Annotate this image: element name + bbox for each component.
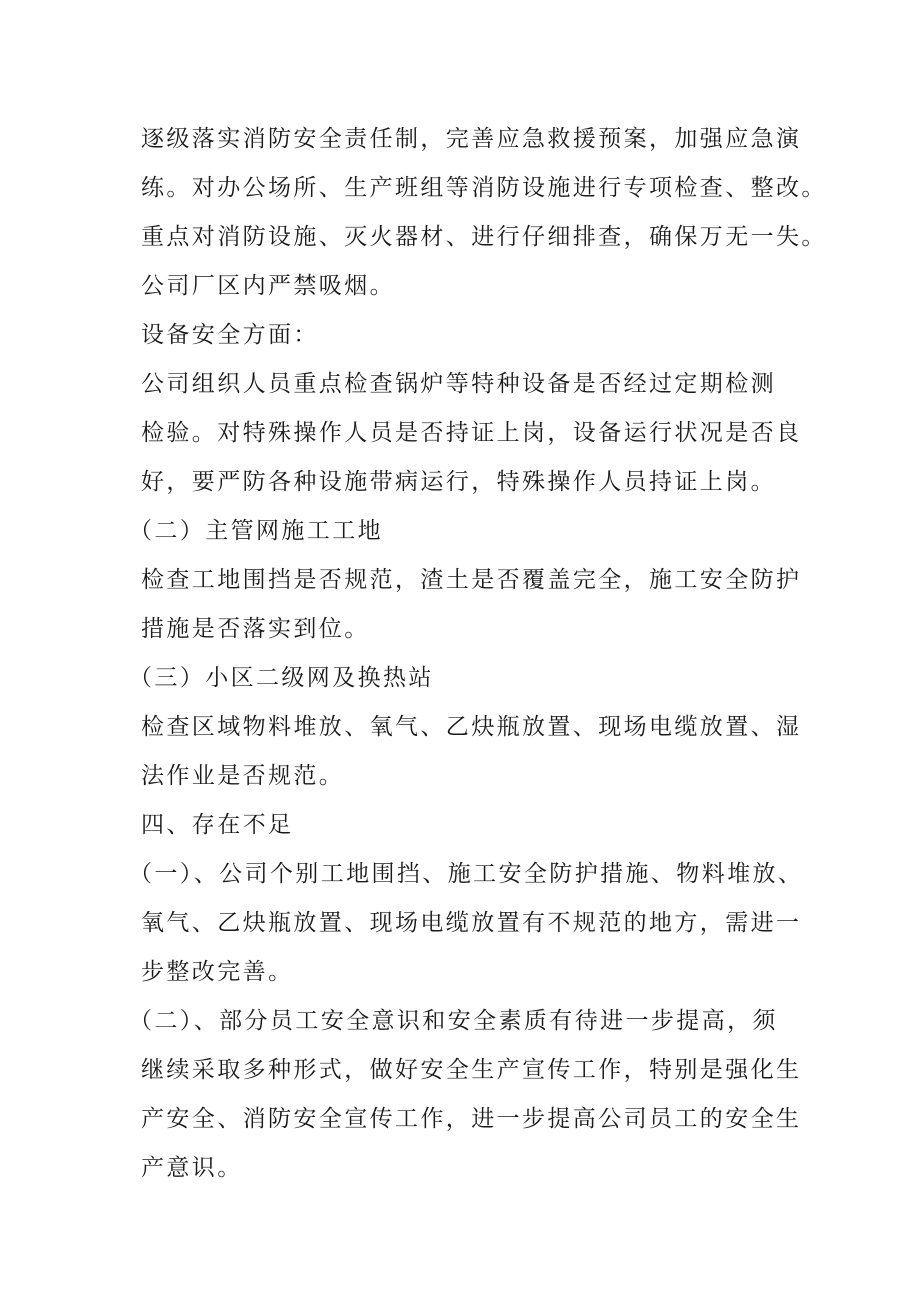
subheading-main-pipeline-site: （二）主管网施工工地	[129, 518, 383, 544]
text-line: 公司厂区内严禁吸烟。	[141, 273, 395, 299]
text-line: 逐级落实消防安全责任制，完善应急救援预案，加强应急演	[141, 126, 802, 152]
text-line: 氧气、乙炔瓶放置、现场电缆放置有不规范的地方，需进一	[141, 910, 802, 936]
text-line: 重点对消防设施、灭火器材、进行仔细排查，确保万无一失。	[141, 224, 827, 250]
text-line: （二）、部分员工安全意识和安全素质有待进一步提高，须	[129, 1008, 778, 1034]
text-line: 检验。对特殊操作人员是否持证上岗，设备运行状况是否良	[141, 420, 802, 446]
text-line: 产安全、消防安全宣传工作，进一步提高公司员工的安全生	[141, 1106, 802, 1132]
section-heading-shortcomings: 四、存在不足	[141, 812, 294, 838]
text-line: 产意识。	[141, 1155, 243, 1181]
text-line: 公司组织人员重点检查锅炉等特种设备是否经过定期检测	[141, 371, 776, 397]
document-body	[129, 115, 827, 1193]
text-line: 继续采取多种形式，做好安全生产宣传工作，特别是强化生	[141, 1057, 802, 1083]
text-line: 措施是否落实到位。	[141, 616, 370, 642]
text-line: 法作业是否规范。	[141, 763, 345, 789]
text-line: （一）、公司个别工地围挡、施工安全防护措施、物料堆放、	[129, 861, 804, 887]
text-line: 好，要严防各种设施带病运行，特殊操作人员持证上岗。	[141, 469, 776, 495]
text-line: 检查区域物料堆放、氧气、乙炔瓶放置、现场电缆放置、湿	[141, 714, 802, 740]
text-line: 练。对办公场所、生产班组等消防设施进行专项检查、整改。	[141, 175, 827, 201]
section-heading-equipment-safety: 设备安全方面：	[141, 322, 319, 348]
text-line: 检查工地围挡是否规范，渣土是否覆盖完全，施工安全防护	[141, 567, 802, 593]
text-line: 步整改完善。	[141, 959, 294, 985]
subheading-community-network: （三）小区二级网及换热站	[129, 665, 434, 691]
